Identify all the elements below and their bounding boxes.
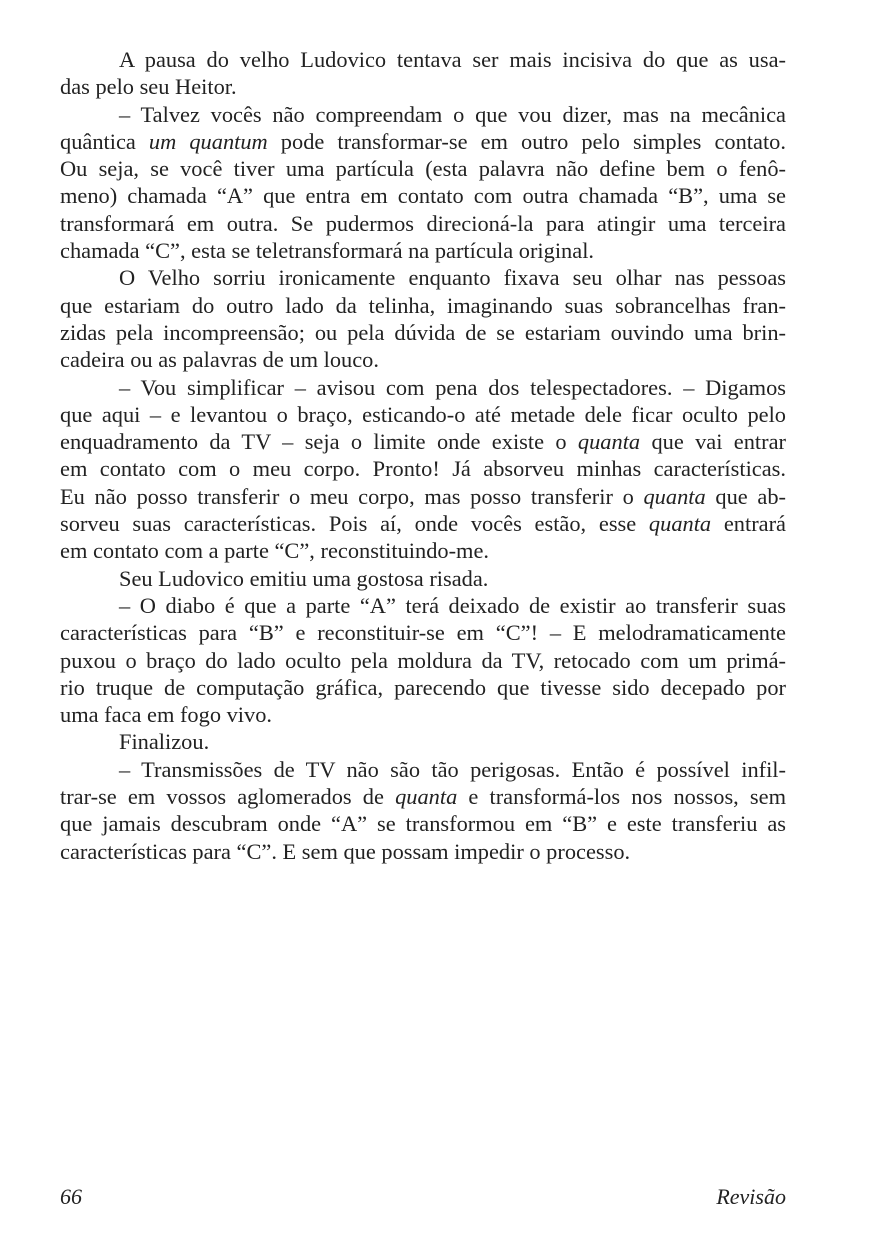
text-segment: que vai entrar [640,429,786,455]
text-line [60,619,786,646]
text-line [60,674,786,701]
text-line [60,346,786,373]
text-segment: sorveu suas características. Pois aí, onde vocês estão, esse [60,511,649,537]
text-line [60,455,786,482]
page-number: 66 [60,1184,82,1209]
text-segment: uma faca em fogo vivo. [60,702,273,728]
text-line [60,592,786,619]
text-segment: rio truque de computação gráfica, parecendo que tivesse sido decepado por [60,674,786,700]
text-line [60,510,786,537]
text-segment: que estariam do outro lado da telinha, imaginando suas sobrancelhas fran- [60,292,786,318]
text-line [60,155,786,182]
text-segment: – Talvez vocês não compreendam o que vou dizer, mas na mecânica [119,101,786,127]
text-segment: características para “B” e reconstituir-se em “C”! – E melodramaticamente [60,620,786,646]
text-segment: Ou seja, se você tiver uma partícula (esta palavra não define bem o fenô- [60,156,786,182]
text-segment: Eu não posso transferir o meu corpo, mas posso transferir o [60,483,644,509]
text-line [60,128,786,155]
text-segment: trar-se em vossos aglomerados de [60,784,396,810]
text-segment: – O diabo é que a parte “A” terá deixado de existir ao transferir suas [119,592,786,618]
text-segment: A pausa do velho Ludovico tentava ser mais incisiva do que as usa- [119,47,786,72]
text-line [60,756,786,783]
italic-term: quanta [648,511,712,537]
text-segment: chamada “C”, esta se teletransformará na partícula original. [60,238,595,264]
italic-term: quanta [577,429,641,455]
text-segment: características para “C”. E sem que possam impedir o processo. [60,838,631,864]
text-line [60,73,786,100]
text-line [60,319,786,346]
text-line [60,537,786,564]
text-line [60,810,786,837]
running-title: Revisão [716,1184,786,1209]
text-segment: das pelo seu Heitor. [60,74,237,100]
text-line [60,292,786,319]
text-line [60,728,786,755]
text-line [60,374,786,401]
text-segment: zidas pela incompreensão; ou pela dúvida de se estariam ouvindo uma brin- [60,319,786,345]
italic-term: um quantum [148,128,268,154]
body-text [60,46,786,865]
text-segment: que aqui – e levantou o braço, esticando-o até metade dele ficar oculto pelo [60,401,786,427]
italic-term: quanta [643,483,706,509]
text-line [60,483,786,510]
text-segment: Finalizou. [119,729,210,755]
text-segment: pode transformar-se em outro pelo simples contato. [267,128,786,154]
text-segment: cadeira ou as palavras de um louco. [60,347,379,373]
text-segment: em contato com a parte “C”, reconstituindo-me. [60,538,489,564]
text-segment: em contato com o meu corpo. Pronto! Já absorveu minhas características. [60,456,786,482]
text-line [60,401,786,428]
text-line [60,182,786,209]
text-segment: entrará [711,511,786,537]
text-line [60,428,786,455]
text-segment: Seu Ludovico emitiu uma gostosa risada. [119,565,489,591]
text-segment: que jamais descubram onde “A” se transformou em “B” e este transferiu as [60,811,786,837]
text-segment: O Velho sorriu ironicamente enquanto fixava seu olhar nas pessoas [119,265,786,291]
text-segment: – Vou simplificar – avisou com pena dos telespectadores. – Digamos [119,374,786,400]
italic-term: quanta [395,784,458,810]
text-line [60,565,786,592]
text-segment: transformará em outra. Se pudermos direcioná-la para atingir uma terceira [60,210,786,236]
text-line [60,701,786,728]
text-line [60,237,786,264]
text-line [60,647,786,674]
text-line [60,783,786,810]
text-segment: puxou o braço do lado oculto pela moldura da TV, retocado com um primá- [60,647,786,673]
text-line [60,46,786,73]
text-line [60,264,786,291]
text-segment: e transformá-los nos nossos, sem [457,784,786,810]
text-segment: quântica [60,128,149,154]
text-segment: enquadramento da TV – seja o limite onde existe o [60,429,578,455]
text-line [60,101,786,128]
text-segment: meno) chamada “A” que entra em contato com outra chamada “B”, uma se [60,183,786,209]
text-line [60,838,786,865]
text-line [60,210,786,237]
text-segment: que ab- [705,483,786,509]
text-segment: – Transmissões de TV não são tão perigosas. Então é possível infil- [119,756,786,782]
